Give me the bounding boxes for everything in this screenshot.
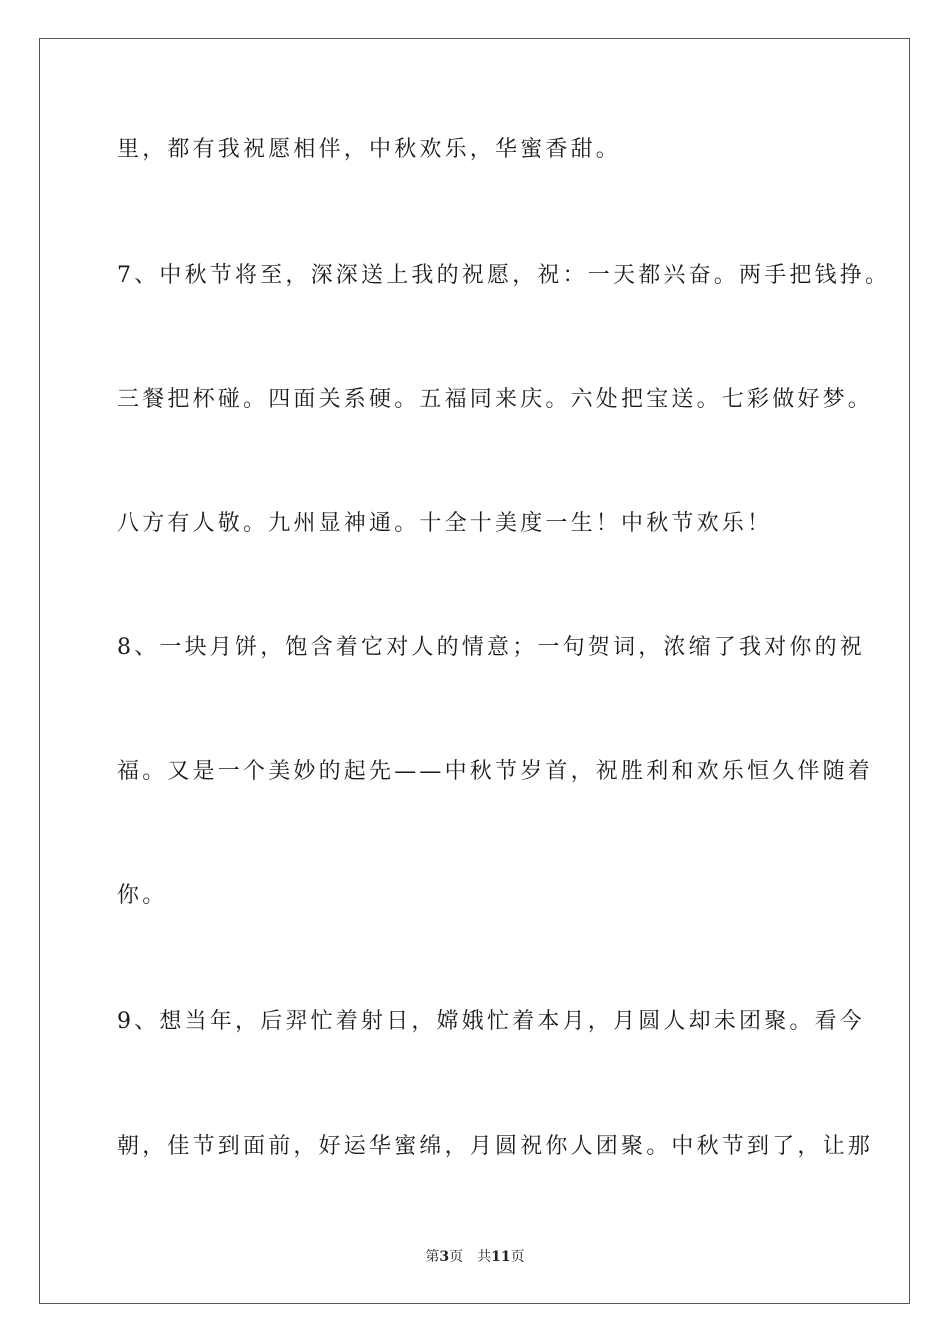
text-line: 福。又是一个美妙的起先——中秋节岁首，祝胜利和欢乐恒久伴随着 (117, 759, 874, 784)
text-line: 7、中秋节将至，深深送上我的祝愿，祝：一天都兴奋。两手把钱挣。 (117, 263, 891, 288)
page-label-prefix: 第 (425, 1249, 440, 1265)
total-label-prefix: 共 (477, 1249, 492, 1265)
text-line: 里，都有我祝愿相伴，中秋欢乐，华蜜香甜。 (117, 137, 622, 162)
text-line: 三餐把杯碰。四面关系硬。五福同来庆。六处把宝送。七彩做好梦。 (117, 387, 874, 412)
page-footer (0, 1247, 950, 1267)
page-border (39, 38, 910, 1304)
text-line: 朝，佳节到面前，好运华蜜绵，月圆祝你人团聚。中秋节到了，让那 (117, 1134, 874, 1159)
total-label-suffix: 页 (510, 1249, 525, 1265)
page-label-suffix: 页 (449, 1249, 464, 1265)
text-line: 8、一块月饼，饱含着它对人的情意；一句贺词，浓缩了我对你的祝 (117, 635, 865, 660)
current-page-number: 3 (439, 1249, 450, 1265)
text-line: 八方有人敬。九州显神通。十全十美度一生！中秋节欢乐！ (117, 511, 773, 536)
total-page-number: 11 (491, 1249, 511, 1265)
text-line: 你。 (117, 883, 168, 908)
text-line: 9、想当年，后羿忙着射日，嫦娥忙着本月，月圆人却未团聚。看今 (117, 1009, 865, 1034)
